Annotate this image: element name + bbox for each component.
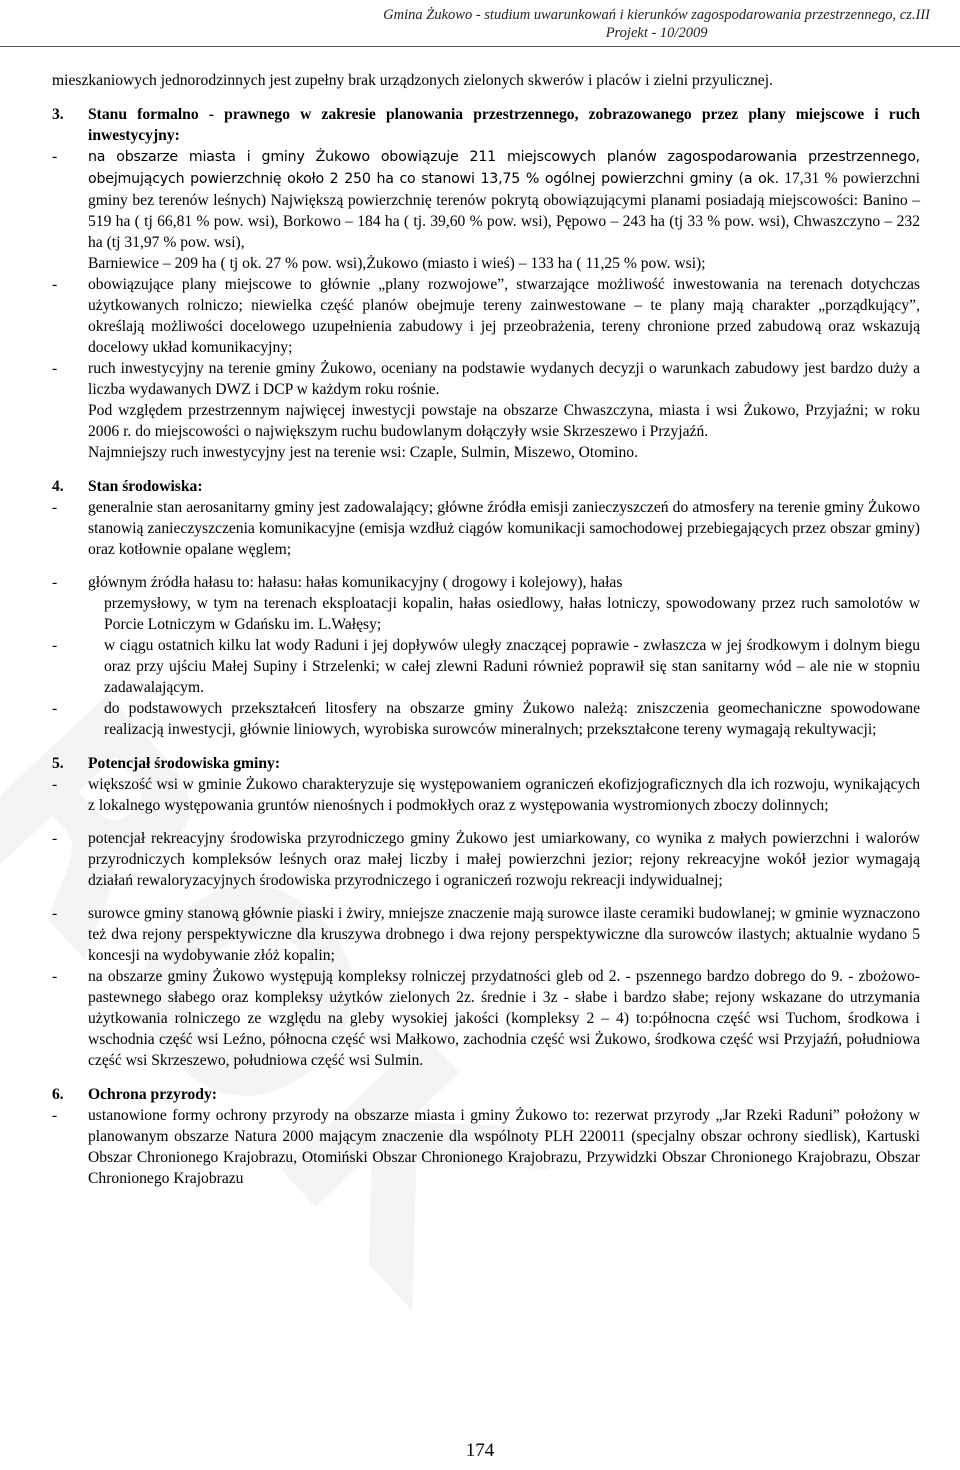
section-6-number: 6. <box>52 1086 64 1103</box>
header-project: Projekt - 10/2009 <box>605 25 708 41</box>
spacer <box>52 560 920 572</box>
section-4-item-1 <box>52 497 920 560</box>
section-5-item-4 <box>52 966 920 1071</box>
section-3-item-1 <box>52 146 920 274</box>
section-3-item-3-text: ruch inwestycyjny na terenie gminy Żukowo, oceniany na podstawie wydanych decyzji o warunkach zabudowy jest bardzo duży a liczba wydawanych DWZ i DCP w każdym roku rośnie. <box>88 360 920 398</box>
intro-paragraph: mieszkaniowych jednorodzinnych jest zupełny brak urządzonych zielonych skwerów i placów i zielni przyulicznej. <box>52 72 773 89</box>
section-5-item-2-text: potencjał rekreacyjny środowiska przyrodniczego gminy Żukowo jest umiarkowany, co wynika z małych powierzchni i walorów przyrodniczych kompleksów leśnych oraz małej liczby i małej powierzchni jezior; rejony rekreacyjne wokół jezior wymagają działań rewaloryzacyjnych środowiska przyrodniczego i ograniczeń rozwoju rekreacji indywidualnej; <box>88 830 920 889</box>
section-3-paragraph-2: Najmniejszy ruch inwestycyjny jest na terenie wsi: Czaple, Sulmin, Miszewo, Otomino. <box>88 444 639 461</box>
section-4-item-2 <box>52 572 920 635</box>
bullet-dash: - <box>52 905 58 922</box>
section-5-number: 5. <box>52 755 64 772</box>
section-3-item-3 <box>52 358 920 400</box>
bullet-dash: - <box>52 360 58 377</box>
section-3-item-2-text: obowiązujące plany miejscowe to głównie „plany rozwojowe”, stwarzające możliwość inwestowania na terenach dotychczas użytkowanych rolniczo; niewielka część planów obejmuje tereny zainwestowane – te plany mają charakter „porządkujący”, określają możliwości docelowego uzupełnienia zabudowy i jej przeobrażenia, tereny chronione przed zabudową oraz wskazują docelowy układ komunikacyjny; <box>88 276 920 356</box>
section-3-item-1-text: na obszarze miasta i gminy Żukowo obowiązuje 211 miejscowych planów zagospodarowania przestrzennego, obejmujących powierzchnię około 2 250 ha co stanowi 13,75 % ogólnej powierzchni gminy (a ok. <box>88 149 920 187</box>
section-4-item-3-text: w ciągu ostatnich kilku lat wody Raduni i jej dopływów uległy znaczącej poprawie - zwłaszcza w jej środkowym i dolnym biegu oraz przy ujściu Małej Supiny i Strzelenki; w całej zlewni Raduni również poprawił się stan sanitarny wód – ale nie w stopniu zadawalającym. <box>104 637 920 696</box>
bullet-dash: - <box>52 574 58 591</box>
section-6-title: Ochrona przyrody: <box>88 1086 217 1103</box>
section-3-item-1-cont: 17,31 % powierzchni gminy bez terenów leśnych) Największą powierzchnię terenów pokrytą obowiązującymi planami posiadają miejscowości: Banino – 519 ha ( tj 66,81 % pow. wsi), Borkowo – 184 ha ( tj. 39,60 % pow. wsi), Pępowo – 243 ha (tj 33 % pow. wsi), Chwaszczyno – 232 ha (tj 31,97 % pow. wsi), <box>88 170 921 251</box>
section-4-item-2-cont: przemysłowy, w tym na terenach eksploatacji kopalin, hałas osiedlowy, hałas lotniczy, spowodowany przez ruch samolotów w Porcie Lotniczym w Gdańsku im. L.Wałęsy; <box>104 595 920 633</box>
header-title: Gmina Żukowo - studium uwarunkowań i kierunków zagospodarowania przestrzennego, cz.III <box>383 7 930 23</box>
bullet-dash: - <box>52 276 58 293</box>
section-5-item-1 <box>52 774 920 816</box>
section-4-item-4-text: do podstawowych przekształceń litosfery na obszarze gminy Żukowo należą: zniszczenia geomechaniczne spowodowane realizacją inwestycji, głównie liniowych, wyrobiska surowców mineralnych; przekształcone tereny wymagają rekultywacji; <box>104 700 920 738</box>
bullet-dash: - <box>52 830 58 847</box>
section-4-title: Stan środowiska: <box>88 478 203 495</box>
section-3-title: Stanu formalno - prawnego w zakresie planowania przestrzennego, zobrazowanego przez plany miejscowe i ruch inwestycyjny: <box>88 106 920 144</box>
section-4-item-1-text: generalnie stan aerosanitarny gminy jest zadowalający; główne źródła emisji zanieczyszczeń do atmosfery na terenie gminy Żukowo stanowią zanieczyszczenia komunikacyjne (emisja wzdłuż ciągów komunikacji samochodowej przebiegających przez obszar gminy) oraz kotłownie opalane węglem; <box>88 499 920 558</box>
section-5-item-2 <box>52 828 920 891</box>
bullet-dash: - <box>52 148 58 165</box>
spacer <box>52 816 920 828</box>
section-5-item-3 <box>52 903 920 966</box>
section-3-number: 3. <box>52 106 64 123</box>
section-4-item-4 <box>52 698 920 740</box>
bullet-dash: - <box>52 700 58 717</box>
bullet-dash: - <box>52 776 58 793</box>
section-3-item-2 <box>52 274 920 358</box>
section-6 <box>52 1084 920 1105</box>
bullet-dash: - <box>52 499 58 516</box>
document-body <box>52 70 920 1189</box>
bullet-dash: - <box>52 968 58 985</box>
spacer <box>52 891 920 903</box>
section-3 <box>52 104 920 146</box>
section-4 <box>52 476 920 497</box>
section-5-title: Potencjał środowiska gminy: <box>88 755 281 772</box>
section-3-item-1-last: Barniewice – 209 ha ( tj ok. 27 % pow. wsi),Żukowo (miasto i wieś) – 133 ha ( 11,25 % pow. wsi); <box>88 255 706 272</box>
section-4-number: 4. <box>52 478 64 495</box>
header-divider <box>0 46 960 47</box>
section-6-item-1 <box>52 1105 920 1189</box>
section-5-item-1-text: większość wsi w gminie Żukowo charakteryzuje się występowaniem ograniczeń ekofizjograficznych dla ich rozwoju, wynikających z lokalnego występowania gruntów nienośnych i podmokłych oraz z występowania wystromionych zboczy dolinnych; <box>88 776 920 814</box>
section-4-item-3 <box>52 635 920 698</box>
section-4-item-2-text: głównym źródła hałasu to: hałasu: hałas komunikacyjny ( drogowy i kolejowy), hałas <box>88 574 623 591</box>
section-5-item-4-text: na obszarze gminy Żukowo występują kompleksy rolniczej przydatności gleb od 2. - pszennego bardzo dobrego do 9. - zbożowo-pastewnego słabego oraz kompleksy użytków zielonych 2z. średnie i 3z - słabe i bardzo słabe; rejony wskazane do utrzymania użytkowania rolniczego ze względu na gleby wysokiej jakości (kompleksy 2 – 4) to:północna część wsi Tuchom, środkowa i wschodnia część wsi Leźno, północna część wsi Małkowo, zachodnia część wsi Żukowo, środkowa część wsi Przyjaźń, południowa część wsi Skrzeszewo, południowa część wsi Sulmin. <box>88 968 920 1069</box>
section-5-item-3-text: surowce gminy stanową głównie piaski i żwiry, mniejsze znaczenie mają surowce ilaste ceramiki budowlanej; w gminie wyznaczono też dwa rejony perspektywiczne dla kruszywa drobnego i dwa rejony perspektywiczne dla surowców ilastych; aktualnie wydano 5 koncesji na wydobywanie złóż kopalin; <box>88 905 920 964</box>
page-number: 174 <box>465 1440 495 1461</box>
bullet-dash: - <box>52 1107 58 1124</box>
page-header <box>383 6 930 42</box>
bullet-dash: - <box>52 637 58 654</box>
section-6-item-1-text: ustanowione formy ochrony przyrody na obszarze miasta i gminy Żukowo to: rezerwat przyrody „Jar Rzeki Raduni” położony w planowanym obszarze Natura 2000 mającym znaczenie dla wspólnoty PLH 220011 (specjalny obszar ochrony siedlisk), Kartuski Obszar Chronionego Krajobrazu, Otomiński Obszar Chronionego Krajobrazu, Przywidzki Obszar Chronionego Krajobrazu, Obszar Chronionego Krajobrazu <box>88 1107 920 1187</box>
section-5 <box>52 753 920 774</box>
section-3-paragraph-1: Pod względem przestrzennym najwięcej inwestycji powstaje na obszarze Chwaszczyna, miasta i wsi Żukowo, Przyjaźni; w roku 2006 r. do miejscowości o największym ruchu budowlanym dołączyły wsie Skrzeszewo i Przyjaźń. <box>88 402 920 440</box>
